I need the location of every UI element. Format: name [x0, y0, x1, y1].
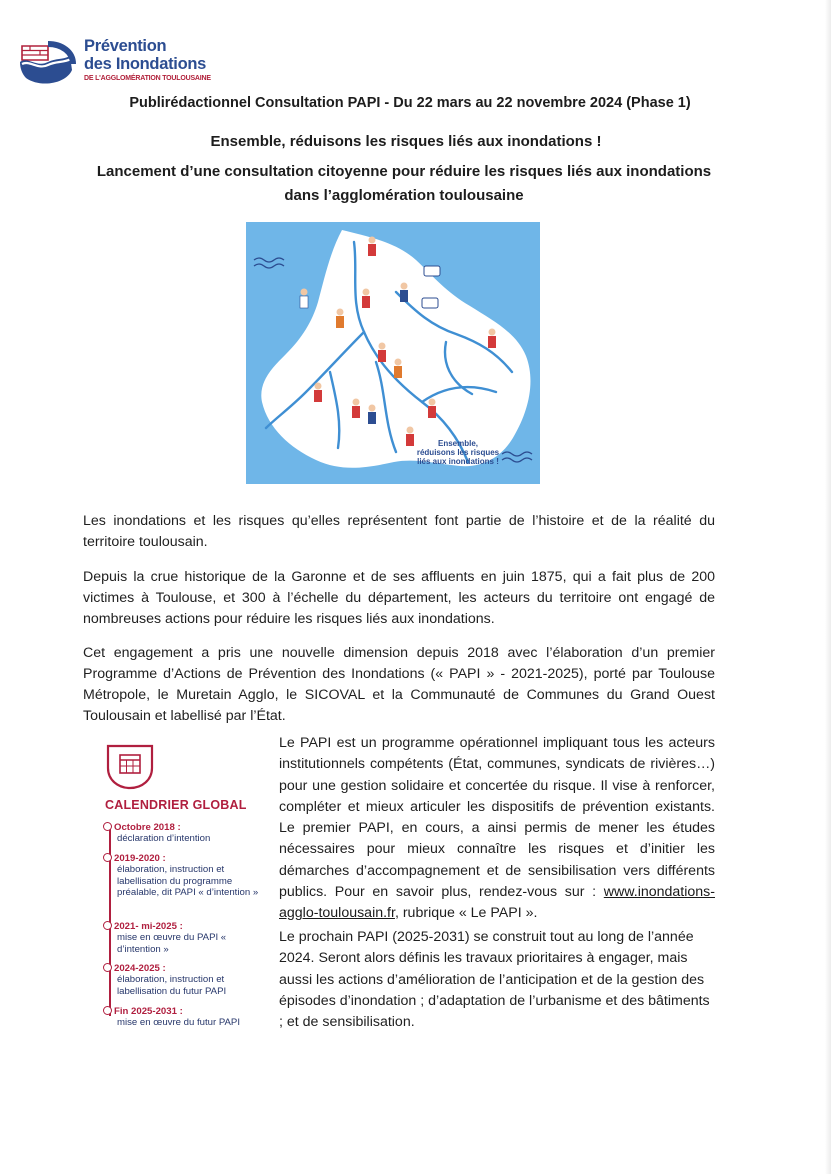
- timeline-dot-icon: [103, 1006, 112, 1015]
- calendar-item: [103, 963, 263, 997]
- website-link[interactable]: www.inondations-agglo-toulousain.fr: [279, 884, 715, 922]
- logo-title-line2: des Inondations: [84, 55, 207, 73]
- calendar-item-date: 2021- mi-2025 :: [114, 921, 183, 932]
- calendar-item-date: Fin 2025-2031 :: [114, 1006, 183, 1017]
- paragraph-papi-tail: , rubrique « Le PAPI ».: [394, 905, 538, 922]
- paragraph-papi: [279, 733, 715, 925]
- logo-title-line1: Prévention: [84, 37, 167, 55]
- timeline-dot-icon: [103, 963, 112, 972]
- calendar-item-date: 2024-2025 :: [114, 963, 166, 974]
- timeline-dot-icon: [103, 853, 112, 862]
- map-caption-line3: liés aux inondations !: [417, 457, 499, 466]
- flood-map-illustration: [246, 222, 540, 484]
- publi-heading: Publirédactionnel Consultation PAPI - Du 22 mars au 22 novembre 2024 (Phase 1): [129, 95, 691, 111]
- calendar-item-date: Octobre 2018 :: [114, 822, 181, 833]
- timeline-dot-icon: [103, 921, 112, 930]
- logo-emblem: [18, 40, 76, 86]
- calendar-item-date: 2019-2020 :: [114, 853, 166, 864]
- map-caption-line2: réduisons les risques: [416, 448, 500, 457]
- paragraph-history: Depuis la crue historique de la Garonne et de ses affluents en juin 1875, qui a fait plus de 200 victimes à Toulouse, et 300 à l’échelle du département, les acteurs du territoire ont engagé de nombreuses actions pour réduire les risques liés aux inondations.: [83, 569, 715, 627]
- calendar-icon: [104, 742, 156, 790]
- paragraph-intro: Les inondations et les risques qu’elles représentent font partie de l’histoire et de la réalité du territoire toulousain.: [83, 513, 715, 550]
- ensemble-heading: Ensemble, réduisons les risques liés aux inondations !: [210, 133, 602, 150]
- map-caption-line1: Ensemble,: [437, 439, 479, 448]
- calendar-item: [103, 822, 263, 845]
- calendar-item: [103, 1006, 263, 1029]
- paragraph-papi-text: Le PAPI est un programme opérationnel impliquant tous les acteurs institutionnels compétents (État, communes, syndicats de rivières…) pour une gestion solidaire et concertée du risque. Il vise à renforcer, compléter et mieux articuler les dispositifs de prévention existants. Le premier PAPI, en cours, a ainsi permis de mener les études nécessaires pour mieux connaître les risques et d’initier les démarches d’accompagnement et de sensibilisation vers différents publics. Pour en savoir plus, rendez-vous sur :: [279, 735, 715, 901]
- calendar-item-desc: déclaration d’intention: [117, 833, 211, 845]
- calendar-item-desc: mise en œuvre du PAPI « d’intention »: [117, 932, 227, 955]
- paragraph-next-papi: Le prochain PAPI (2025-2031) se construit tout au long de l’année 2024. Seront alors définis les travaux prioritaires à engager, mais aussi les actions d’amélioration de l’anticipation et de la gestion des épisodes d’inondation ; d’adaptation de l’urbanisme et des bâtiments ; et de sensibilisation.: [279, 929, 710, 1031]
- calendar-title: CALENDRIER GLOBAL: [105, 798, 247, 812]
- lancement-heading-line2: dans l’agglomération toulousaine: [284, 187, 524, 204]
- timeline-dot-icon: [103, 822, 112, 831]
- paragraph-engagement: Cet engagement a pris une nouvelle dimension depuis 2018 avec l’élaboration d’un premier Programme d’Actions de Prévention des Inondations (« PAPI » - 2021-2025), porté par Toulouse Métropole, le Muretain Agglo, le SICOVAL et la Communauté de Communes du Grand Ouest Toulousain et labellisé par l’État.: [83, 645, 715, 724]
- scan-edge: [825, 0, 831, 1174]
- calendar-item-desc: élaboration, instruction et labellisation du futur PAPI: [117, 974, 227, 997]
- calendar-item-desc: élaboration, instruction et labellisation du programme préalable, dit PAPI « d’intention »: [117, 864, 259, 899]
- calendar-item: [103, 853, 263, 899]
- logo-subtitle: DE L'AGGLOMÉRATION TOULOUSAINE: [84, 75, 211, 82]
- lancement-heading-line1: Lancement d’une consultation citoyenne pour réduire les risques liés aux inondations: [96, 163, 712, 180]
- calendar-item: [103, 921, 263, 955]
- calendar-item-desc: mise en œuvre du futur PAPI: [117, 1017, 240, 1029]
